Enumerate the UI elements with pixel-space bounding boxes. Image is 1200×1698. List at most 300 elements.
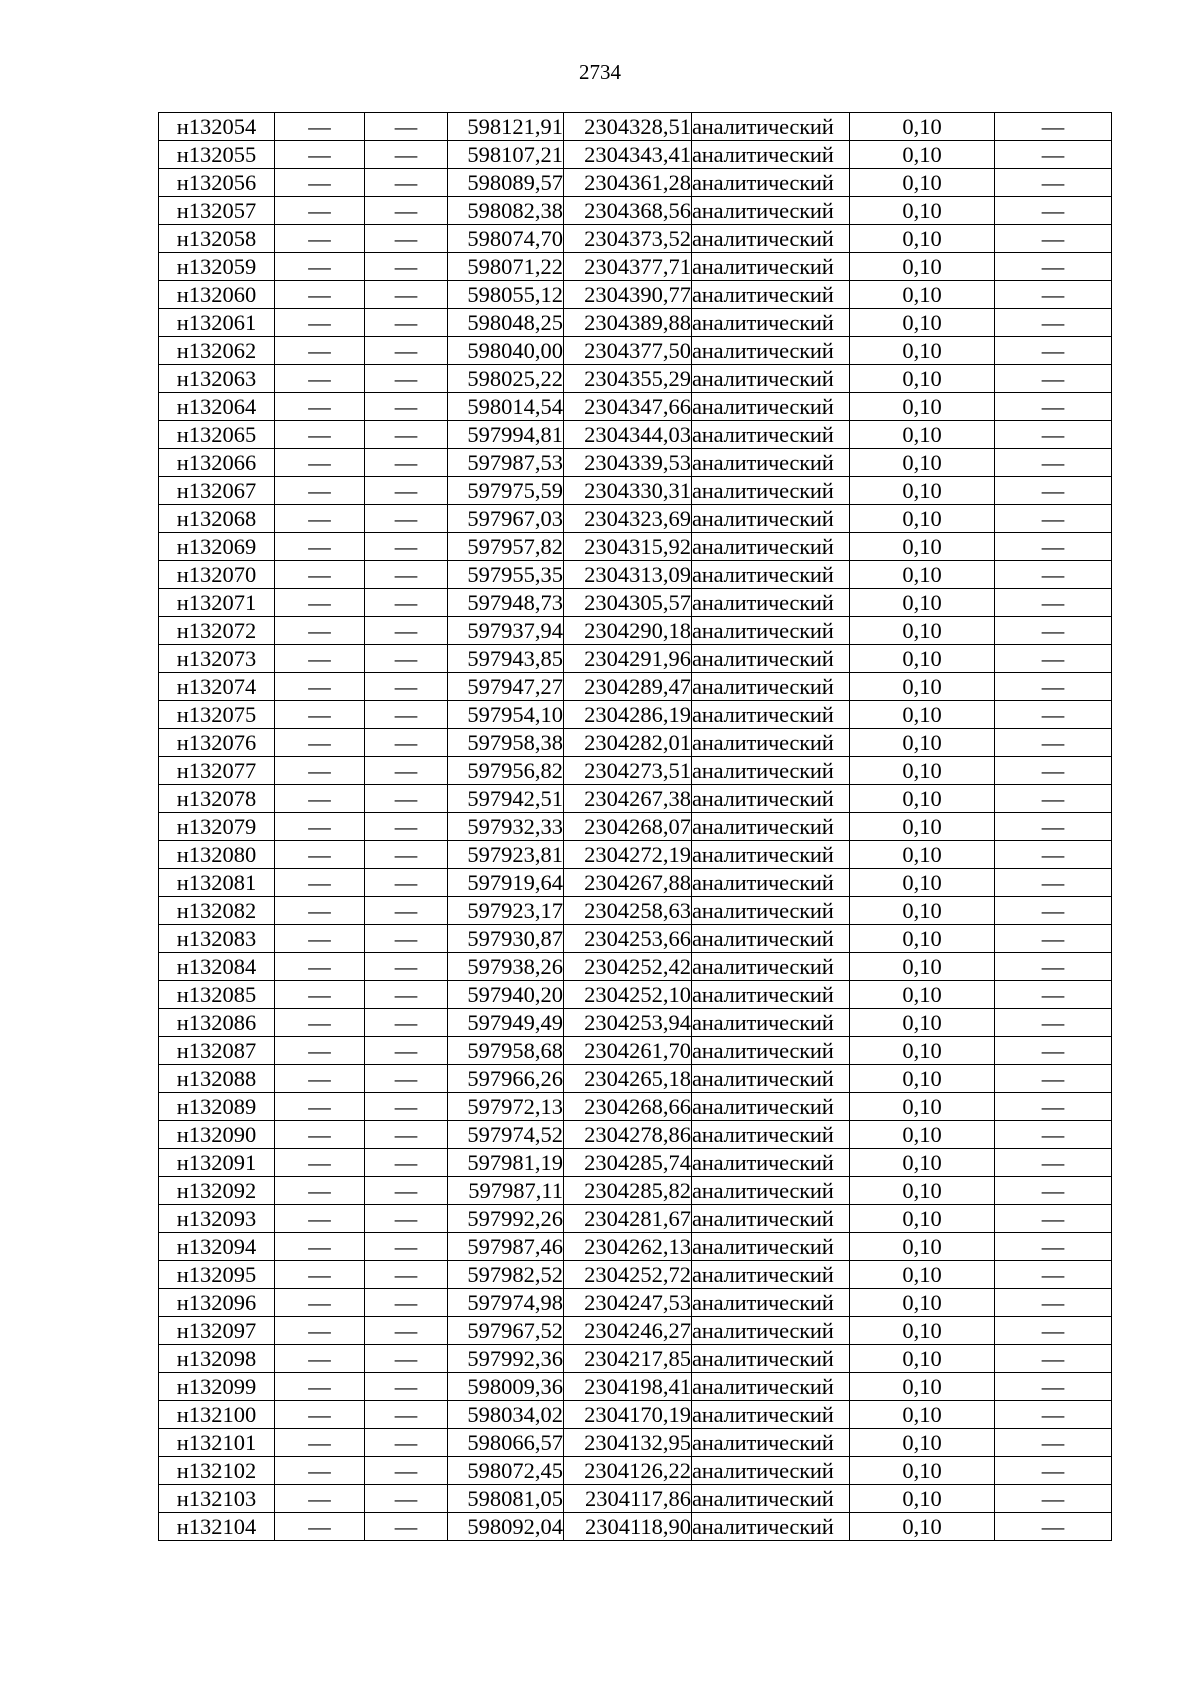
- empty-value-cell: —: [995, 1317, 1112, 1345]
- point-id-cell: н132086: [159, 1009, 275, 1037]
- method-cell: аналитический: [692, 141, 850, 169]
- x-coordinate-cell: 597967,03: [448, 505, 564, 533]
- point-id-cell: н132067: [159, 477, 275, 505]
- point-id-cell: н132055: [159, 141, 275, 169]
- y-coordinate-cell: 2304272,19: [564, 841, 692, 869]
- method-cell: аналитический: [692, 225, 850, 253]
- empty-value-cell: —: [275, 1009, 365, 1037]
- table-row: [159, 421, 1112, 449]
- x-coordinate-cell: 597955,35: [448, 561, 564, 589]
- point-id-cell: н132100: [159, 1401, 275, 1429]
- empty-value-cell: —: [995, 169, 1112, 197]
- table-row: [159, 1429, 1112, 1457]
- x-coordinate-cell: 598034,02: [448, 1401, 564, 1429]
- accuracy-cell: 0,10: [850, 169, 995, 197]
- table-row: [159, 925, 1112, 953]
- point-id-cell: н132092: [159, 1177, 275, 1205]
- table-row: [159, 757, 1112, 785]
- point-id-cell: н132084: [159, 953, 275, 981]
- x-coordinate-cell: 597975,59: [448, 477, 564, 505]
- y-coordinate-cell: 2304253,66: [564, 925, 692, 953]
- empty-value-cell: —: [995, 365, 1112, 393]
- x-coordinate-cell: 598081,05: [448, 1485, 564, 1513]
- empty-value-cell: —: [995, 841, 1112, 869]
- method-cell: аналитический: [692, 1485, 850, 1513]
- empty-value-cell: —: [995, 813, 1112, 841]
- empty-value-cell: —: [275, 813, 365, 841]
- table-row: [159, 1121, 1112, 1149]
- method-cell: аналитический: [692, 477, 850, 505]
- x-coordinate-cell: 597987,46: [448, 1233, 564, 1261]
- method-cell: аналитический: [692, 1289, 850, 1317]
- table-row: [159, 449, 1112, 477]
- empty-value-cell: —: [365, 1485, 448, 1513]
- empty-value-cell: —: [365, 1177, 448, 1205]
- x-coordinate-cell: 598025,22: [448, 365, 564, 393]
- method-cell: аналитический: [692, 1457, 850, 1485]
- x-coordinate-cell: 598040,00: [448, 337, 564, 365]
- x-coordinate-cell: 597972,13: [448, 1093, 564, 1121]
- empty-value-cell: —: [365, 813, 448, 841]
- method-cell: аналитический: [692, 1121, 850, 1149]
- accuracy-cell: 0,10: [850, 1177, 995, 1205]
- empty-value-cell: —: [365, 309, 448, 337]
- table-row: [159, 477, 1112, 505]
- empty-value-cell: —: [995, 1009, 1112, 1037]
- empty-value-cell: —: [995, 1205, 1112, 1233]
- empty-value-cell: —: [365, 197, 448, 225]
- accuracy-cell: 0,10: [850, 1149, 995, 1177]
- method-cell: аналитический: [692, 1373, 850, 1401]
- y-coordinate-cell: 2304368,56: [564, 197, 692, 225]
- y-coordinate-cell: 2304246,27: [564, 1317, 692, 1345]
- method-cell: аналитический: [692, 281, 850, 309]
- empty-value-cell: —: [275, 645, 365, 673]
- accuracy-cell: 0,10: [850, 617, 995, 645]
- empty-value-cell: —: [995, 1457, 1112, 1485]
- x-coordinate-cell: 597923,17: [448, 897, 564, 925]
- table-row: [159, 1261, 1112, 1289]
- point-id-cell: н132072: [159, 617, 275, 645]
- point-id-cell: н132079: [159, 813, 275, 841]
- table-row: [159, 1345, 1112, 1373]
- method-cell: аналитический: [692, 1233, 850, 1261]
- table-row: [159, 309, 1112, 337]
- empty-value-cell: —: [275, 757, 365, 785]
- empty-value-cell: —: [995, 1037, 1112, 1065]
- y-coordinate-cell: 2304377,71: [564, 253, 692, 281]
- empty-value-cell: —: [365, 1289, 448, 1317]
- accuracy-cell: 0,10: [850, 1401, 995, 1429]
- x-coordinate-cell: 597974,98: [448, 1289, 564, 1317]
- y-coordinate-cell: 2304273,51: [564, 757, 692, 785]
- accuracy-cell: 0,10: [850, 1485, 995, 1513]
- accuracy-cell: 0,10: [850, 1093, 995, 1121]
- method-cell: аналитический: [692, 981, 850, 1009]
- point-id-cell: н132074: [159, 673, 275, 701]
- y-coordinate-cell: 2304377,50: [564, 337, 692, 365]
- empty-value-cell: —: [995, 1345, 1112, 1373]
- point-id-cell: н132054: [159, 113, 275, 141]
- empty-value-cell: —: [365, 449, 448, 477]
- empty-value-cell: —: [275, 1457, 365, 1485]
- x-coordinate-cell: 598107,21: [448, 141, 564, 169]
- table-row: [159, 533, 1112, 561]
- empty-value-cell: —: [995, 953, 1112, 981]
- empty-value-cell: —: [275, 729, 365, 757]
- empty-value-cell: —: [275, 925, 365, 953]
- empty-value-cell: —: [995, 869, 1112, 897]
- empty-value-cell: —: [275, 673, 365, 701]
- method-cell: аналитический: [692, 309, 850, 337]
- empty-value-cell: —: [365, 589, 448, 617]
- y-coordinate-cell: 2304285,82: [564, 1177, 692, 1205]
- method-cell: аналитический: [692, 113, 850, 141]
- page-number: 2734: [579, 60, 621, 84]
- empty-value-cell: —: [275, 393, 365, 421]
- x-coordinate-cell: 597994,81: [448, 421, 564, 449]
- x-coordinate-cell: 598066,57: [448, 1429, 564, 1457]
- empty-value-cell: —: [365, 253, 448, 281]
- table-row: [159, 1065, 1112, 1093]
- empty-value-cell: —: [275, 1317, 365, 1345]
- empty-value-cell: —: [275, 281, 365, 309]
- accuracy-cell: 0,10: [850, 1457, 995, 1485]
- point-id-cell: н132094: [159, 1233, 275, 1261]
- accuracy-cell: 0,10: [850, 141, 995, 169]
- method-cell: аналитический: [692, 813, 850, 841]
- accuracy-cell: 0,10: [850, 813, 995, 841]
- table-row: [159, 981, 1112, 1009]
- table-row: [159, 785, 1112, 813]
- empty-value-cell: —: [365, 281, 448, 309]
- y-coordinate-cell: 2304323,69: [564, 505, 692, 533]
- y-coordinate-cell: 2304170,19: [564, 1401, 692, 1429]
- accuracy-cell: 0,10: [850, 645, 995, 673]
- empty-value-cell: —: [365, 841, 448, 869]
- x-coordinate-cell: 598009,36: [448, 1373, 564, 1401]
- method-cell: аналитический: [692, 421, 850, 449]
- table-row: [159, 281, 1112, 309]
- method-cell: аналитический: [692, 169, 850, 197]
- accuracy-cell: 0,10: [850, 309, 995, 337]
- method-cell: аналитический: [692, 785, 850, 813]
- empty-value-cell: —: [275, 1037, 365, 1065]
- table-row: [159, 701, 1112, 729]
- y-coordinate-cell: 2304247,53: [564, 1289, 692, 1317]
- accuracy-cell: 0,10: [850, 533, 995, 561]
- x-coordinate-cell: 597957,82: [448, 533, 564, 561]
- empty-value-cell: —: [275, 1177, 365, 1205]
- empty-value-cell: —: [275, 897, 365, 925]
- y-coordinate-cell: 2304290,18: [564, 617, 692, 645]
- empty-value-cell: —: [995, 589, 1112, 617]
- accuracy-cell: 0,10: [850, 421, 995, 449]
- x-coordinate-cell: 598121,91: [448, 113, 564, 141]
- y-coordinate-cell: 2304282,01: [564, 729, 692, 757]
- empty-value-cell: —: [995, 1261, 1112, 1289]
- empty-value-cell: —: [365, 337, 448, 365]
- empty-value-cell: —: [365, 1429, 448, 1457]
- point-id-cell: н132091: [159, 1149, 275, 1177]
- empty-value-cell: —: [995, 925, 1112, 953]
- accuracy-cell: 0,10: [850, 1345, 995, 1373]
- empty-value-cell: —: [995, 505, 1112, 533]
- empty-value-cell: —: [995, 1401, 1112, 1429]
- empty-value-cell: —: [995, 1485, 1112, 1513]
- point-id-cell: н132077: [159, 757, 275, 785]
- empty-value-cell: —: [995, 449, 1112, 477]
- empty-value-cell: —: [365, 421, 448, 449]
- method-cell: аналитический: [692, 841, 850, 869]
- accuracy-cell: 0,10: [850, 981, 995, 1009]
- point-id-cell: н132078: [159, 785, 275, 813]
- x-coordinate-cell: 597981,19: [448, 1149, 564, 1177]
- table-body: [159, 113, 1112, 1541]
- table-row: [159, 1093, 1112, 1121]
- accuracy-cell: 0,10: [850, 225, 995, 253]
- y-coordinate-cell: 2304344,03: [564, 421, 692, 449]
- empty-value-cell: —: [365, 141, 448, 169]
- empty-value-cell: —: [365, 1149, 448, 1177]
- empty-value-cell: —: [365, 113, 448, 141]
- table-row: [159, 617, 1112, 645]
- table-row: [159, 1289, 1112, 1317]
- empty-value-cell: —: [995, 253, 1112, 281]
- table-row: [159, 225, 1112, 253]
- y-coordinate-cell: 2304289,47: [564, 673, 692, 701]
- empty-value-cell: —: [365, 393, 448, 421]
- x-coordinate-cell: 597937,94: [448, 617, 564, 645]
- empty-value-cell: —: [995, 617, 1112, 645]
- y-coordinate-cell: 2304268,66: [564, 1093, 692, 1121]
- point-id-cell: н132097: [159, 1317, 275, 1345]
- method-cell: аналитический: [692, 589, 850, 617]
- empty-value-cell: —: [995, 1373, 1112, 1401]
- x-coordinate-cell: 597923,81: [448, 841, 564, 869]
- empty-value-cell: —: [995, 281, 1112, 309]
- empty-value-cell: —: [995, 1065, 1112, 1093]
- y-coordinate-cell: 2304265,18: [564, 1065, 692, 1093]
- empty-value-cell: —: [275, 337, 365, 365]
- accuracy-cell: 0,10: [850, 757, 995, 785]
- point-id-cell: н132063: [159, 365, 275, 393]
- empty-value-cell: —: [275, 421, 365, 449]
- coordinates-table: [158, 112, 1112, 1541]
- y-coordinate-cell: 2304262,13: [564, 1233, 692, 1261]
- empty-value-cell: —: [275, 1429, 365, 1457]
- table-row: [159, 1233, 1112, 1261]
- empty-value-cell: —: [275, 1233, 365, 1261]
- x-coordinate-cell: 598071,22: [448, 253, 564, 281]
- empty-value-cell: —: [365, 1233, 448, 1261]
- empty-value-cell: —: [995, 1121, 1112, 1149]
- accuracy-cell: 0,10: [850, 1373, 995, 1401]
- empty-value-cell: —: [995, 1093, 1112, 1121]
- table-row: [159, 393, 1112, 421]
- accuracy-cell: 0,10: [850, 113, 995, 141]
- x-coordinate-cell: 597938,26: [448, 953, 564, 981]
- empty-value-cell: —: [365, 533, 448, 561]
- point-id-cell: н132103: [159, 1485, 275, 1513]
- empty-value-cell: —: [365, 673, 448, 701]
- method-cell: аналитический: [692, 729, 850, 757]
- table-row: [159, 1401, 1112, 1429]
- method-cell: аналитический: [692, 365, 850, 393]
- accuracy-cell: 0,10: [850, 869, 995, 897]
- method-cell: аналитический: [692, 1065, 850, 1093]
- empty-value-cell: —: [995, 113, 1112, 141]
- method-cell: аналитический: [692, 1513, 850, 1541]
- empty-value-cell: —: [275, 449, 365, 477]
- empty-value-cell: —: [275, 1345, 365, 1373]
- empty-value-cell: —: [995, 561, 1112, 589]
- point-id-cell: н132073: [159, 645, 275, 673]
- table-row: [159, 1149, 1112, 1177]
- point-id-cell: н132068: [159, 505, 275, 533]
- empty-value-cell: —: [995, 1513, 1112, 1541]
- method-cell: аналитический: [692, 561, 850, 589]
- table-row: [159, 1317, 1112, 1345]
- accuracy-cell: 0,10: [850, 1429, 995, 1457]
- empty-value-cell: —: [275, 617, 365, 645]
- point-id-cell: н132088: [159, 1065, 275, 1093]
- empty-value-cell: —: [995, 477, 1112, 505]
- empty-value-cell: —: [995, 1233, 1112, 1261]
- method-cell: аналитический: [692, 1401, 850, 1429]
- point-id-cell: н132075: [159, 701, 275, 729]
- table-row: [159, 673, 1112, 701]
- x-coordinate-cell: 597958,38: [448, 729, 564, 757]
- empty-value-cell: —: [275, 533, 365, 561]
- accuracy-cell: 0,10: [850, 253, 995, 281]
- point-id-cell: н132065: [159, 421, 275, 449]
- empty-value-cell: —: [275, 225, 365, 253]
- x-coordinate-cell: 597947,27: [448, 673, 564, 701]
- empty-value-cell: —: [995, 645, 1112, 673]
- empty-value-cell: —: [365, 477, 448, 505]
- table-row: [159, 1457, 1112, 1485]
- x-coordinate-cell: 597930,87: [448, 925, 564, 953]
- empty-value-cell: —: [365, 1317, 448, 1345]
- empty-value-cell: —: [275, 561, 365, 589]
- empty-value-cell: —: [275, 841, 365, 869]
- empty-value-cell: —: [275, 1065, 365, 1093]
- method-cell: аналитический: [692, 253, 850, 281]
- empty-value-cell: —: [275, 1205, 365, 1233]
- accuracy-cell: 0,10: [850, 1205, 995, 1233]
- point-id-cell: н132066: [159, 449, 275, 477]
- y-coordinate-cell: 2304305,57: [564, 589, 692, 617]
- empty-value-cell: —: [275, 1121, 365, 1149]
- empty-value-cell: —: [995, 197, 1112, 225]
- empty-value-cell: —: [365, 897, 448, 925]
- empty-value-cell: —: [275, 477, 365, 505]
- point-id-cell: н132085: [159, 981, 275, 1009]
- empty-value-cell: —: [275, 701, 365, 729]
- empty-value-cell: —: [995, 897, 1112, 925]
- empty-value-cell: —: [365, 365, 448, 393]
- table-row: [159, 841, 1112, 869]
- y-coordinate-cell: 2304252,42: [564, 953, 692, 981]
- accuracy-cell: 0,10: [850, 1233, 995, 1261]
- empty-value-cell: —: [365, 729, 448, 757]
- empty-value-cell: —: [275, 1261, 365, 1289]
- point-id-cell: н132061: [159, 309, 275, 337]
- y-coordinate-cell: 2304313,09: [564, 561, 692, 589]
- empty-value-cell: —: [995, 309, 1112, 337]
- method-cell: аналитический: [692, 1177, 850, 1205]
- method-cell: аналитический: [692, 673, 850, 701]
- empty-value-cell: —: [995, 337, 1112, 365]
- table-row: [159, 953, 1112, 981]
- accuracy-cell: 0,10: [850, 925, 995, 953]
- accuracy-cell: 0,10: [850, 197, 995, 225]
- x-coordinate-cell: 597982,52: [448, 1261, 564, 1289]
- empty-value-cell: —: [995, 757, 1112, 785]
- empty-value-cell: —: [365, 953, 448, 981]
- accuracy-cell: 0,10: [850, 337, 995, 365]
- empty-value-cell: —: [995, 533, 1112, 561]
- accuracy-cell: 0,10: [850, 589, 995, 617]
- y-coordinate-cell: 2304117,86: [564, 1485, 692, 1513]
- accuracy-cell: 0,10: [850, 1513, 995, 1541]
- table-row: [159, 869, 1112, 897]
- empty-value-cell: —: [995, 729, 1112, 757]
- empty-value-cell: —: [275, 1373, 365, 1401]
- point-id-cell: н132069: [159, 533, 275, 561]
- point-id-cell: н132058: [159, 225, 275, 253]
- accuracy-cell: 0,10: [850, 673, 995, 701]
- point-id-cell: н132098: [159, 1345, 275, 1373]
- method-cell: аналитический: [692, 701, 850, 729]
- empty-value-cell: —: [995, 225, 1112, 253]
- x-coordinate-cell: 597919,64: [448, 869, 564, 897]
- point-id-cell: н132076: [159, 729, 275, 757]
- y-coordinate-cell: 2304343,41: [564, 141, 692, 169]
- accuracy-cell: 0,10: [850, 393, 995, 421]
- y-coordinate-cell: 2304330,31: [564, 477, 692, 505]
- point-id-cell: н132064: [159, 393, 275, 421]
- empty-value-cell: —: [275, 953, 365, 981]
- table-row: [159, 337, 1112, 365]
- table-row: [159, 197, 1112, 225]
- empty-value-cell: —: [365, 169, 448, 197]
- method-cell: аналитический: [692, 1037, 850, 1065]
- y-coordinate-cell: 2304267,38: [564, 785, 692, 813]
- accuracy-cell: 0,10: [850, 1289, 995, 1317]
- x-coordinate-cell: 597987,11: [448, 1177, 564, 1205]
- y-coordinate-cell: 2304286,19: [564, 701, 692, 729]
- empty-value-cell: —: [365, 1513, 448, 1541]
- accuracy-cell: 0,10: [850, 785, 995, 813]
- y-coordinate-cell: 2304267,88: [564, 869, 692, 897]
- y-coordinate-cell: 2304198,41: [564, 1373, 692, 1401]
- accuracy-cell: 0,10: [850, 1009, 995, 1037]
- method-cell: аналитический: [692, 505, 850, 533]
- point-id-cell: н132096: [159, 1289, 275, 1317]
- table-row: [159, 645, 1112, 673]
- table-row: [159, 1513, 1112, 1541]
- x-coordinate-cell: 597967,52: [448, 1317, 564, 1345]
- empty-value-cell: —: [275, 141, 365, 169]
- empty-value-cell: —: [995, 421, 1112, 449]
- y-coordinate-cell: 2304252,72: [564, 1261, 692, 1289]
- empty-value-cell: —: [275, 309, 365, 337]
- empty-value-cell: —: [365, 1373, 448, 1401]
- empty-value-cell: —: [275, 785, 365, 813]
- table-row: [159, 813, 1112, 841]
